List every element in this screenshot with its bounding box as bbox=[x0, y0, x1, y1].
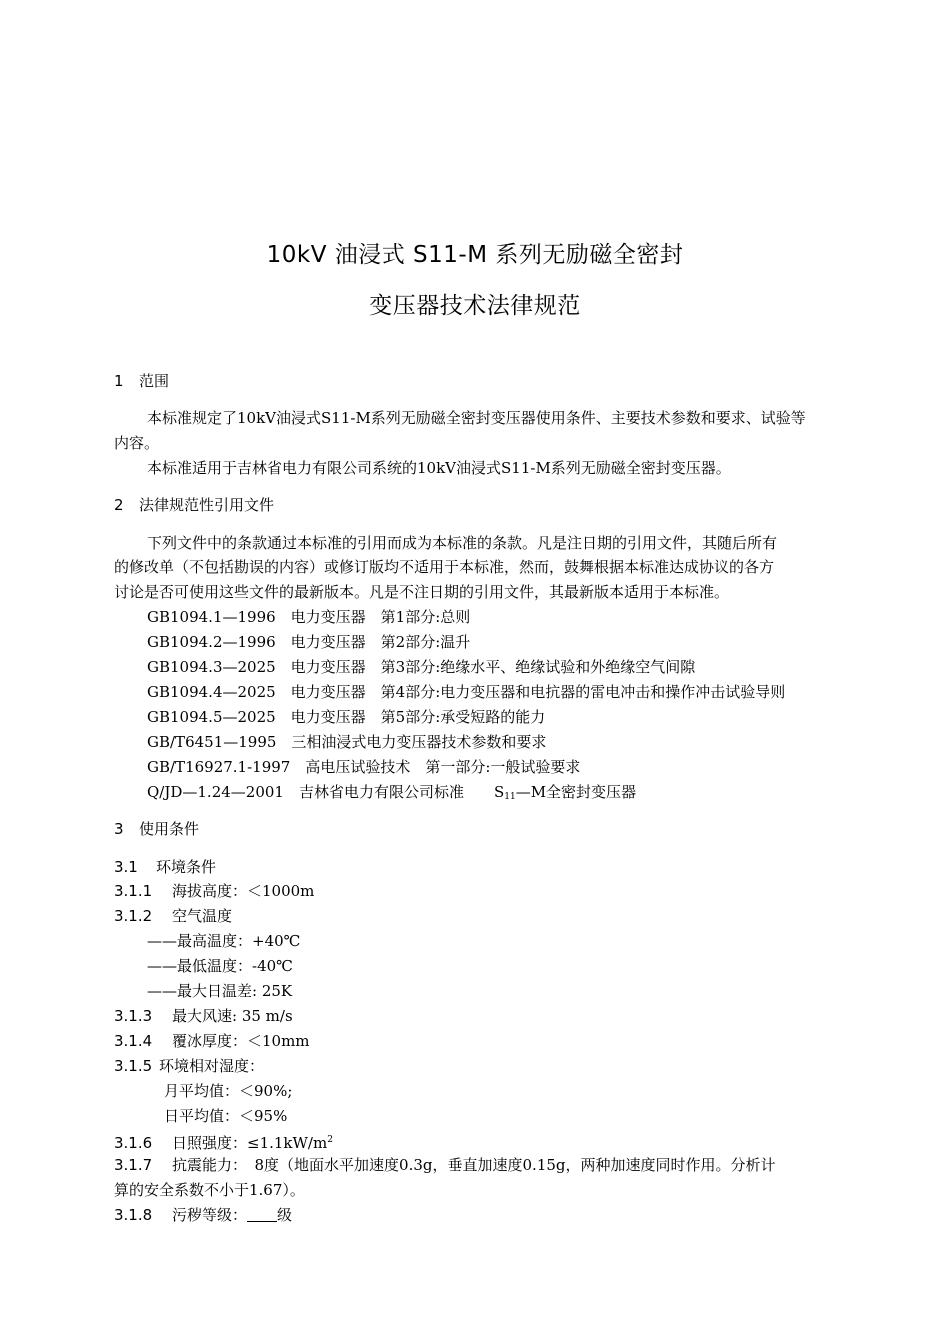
clause-text: 污秽等级： bbox=[172, 1206, 248, 1224]
clause-number: 3.1.1 bbox=[114, 882, 153, 900]
clause-3-1-6 bbox=[114, 1130, 333, 1153]
section-title: 法律规范性引用文件 bbox=[139, 496, 275, 514]
temperature-item: ——最高温度：+40℃ bbox=[147, 932, 301, 950]
section-title: 范围 bbox=[139, 372, 170, 390]
clause-number: 3.1.5 bbox=[114, 1057, 153, 1075]
reference-item: GB1094.4—2025 电力变压器 第4部分:电力变压器和电抗器的雷电冲击和操作冲击试验导则 bbox=[147, 683, 786, 701]
clause-number: 3.1.6 bbox=[114, 1134, 153, 1152]
paragraph-applicability: 本标准适用于吉林省电力有限公司系统的10kV油浸式S11-M系列无励磁全密封变压器。 bbox=[147, 459, 731, 477]
clause-number: 3.1.7 bbox=[114, 1156, 153, 1174]
section-3-heading bbox=[114, 819, 199, 839]
section-title: 使用条件 bbox=[139, 820, 200, 838]
document-title-line1: 10kV 油浸式 S11-M 系列无励磁全密封 bbox=[266, 242, 684, 268]
clause-3-1-7 bbox=[114, 1155, 776, 1175]
clause-3-1-5 bbox=[114, 1056, 264, 1076]
section-number: 3 bbox=[114, 820, 124, 838]
humidity-item: 月平均值：＜90%; bbox=[164, 1082, 293, 1100]
clause-number: 3.1.2 bbox=[114, 907, 153, 925]
clause-text: 最大风速: 35 m/s bbox=[172, 1007, 293, 1025]
subsection-title: 环境条件 bbox=[156, 858, 217, 876]
section-2-heading bbox=[114, 495, 274, 515]
humidity-item: 日平均值：＜95% bbox=[164, 1107, 288, 1125]
paragraph-references-line: 下列文件中的条款通过本标准的引用而成为本标准的条款。凡是注日期的引用文件，其随后所有 bbox=[147, 534, 778, 552]
reference-item: GB1094.3—2025 电力变压器 第3部分:绝缘水平、绝缘试验和外绝缘空气间隙 bbox=[147, 658, 696, 676]
clause-text: 抗震能力： 8度（地面水平加速度0.3g，垂直加速度0.15g，两种加速度同时作用。分析计 bbox=[172, 1156, 776, 1174]
clause-number: 3.1.8 bbox=[114, 1206, 153, 1224]
section-1-heading bbox=[114, 371, 169, 391]
clause-text: 级 bbox=[277, 1206, 293, 1224]
superscript-text: 2 bbox=[327, 1135, 333, 1145]
subsection-number: 3.1 bbox=[114, 858, 138, 876]
subsection-3-1-heading bbox=[114, 857, 216, 877]
paragraph-scope-line: 本标准规定了10kV油浸式S11-M系列无励磁全密封变压器使用条件、主要技术参数和要求、试验等 bbox=[147, 409, 806, 427]
clause-text: 覆冰厚度：＜10mm bbox=[172, 1032, 310, 1050]
temperature-item: ——最大日温差: 25K bbox=[147, 982, 293, 1000]
clause-number: 3.1.4 bbox=[114, 1032, 153, 1050]
paragraph-scope-line: 内容。 bbox=[114, 434, 160, 452]
clause-3-1-4 bbox=[114, 1031, 310, 1051]
paragraph-references-line: 讨论是否可使用这些文件的最新版本。凡是不注日期的引用文件，其最新版本适用于本标准。 bbox=[114, 583, 730, 601]
subscript-text: 11 bbox=[504, 792, 516, 802]
clause-text: 海拔高度：＜1000m bbox=[172, 882, 315, 900]
clause-3-1-3 bbox=[114, 1006, 293, 1026]
reference-text: —M全密封变压器 bbox=[515, 783, 637, 801]
reference-text: Q/JD—1.24—2001 吉林省电力有限公司标准 S bbox=[147, 783, 505, 801]
reference-item: GB/T6451—1995 三相油浸式电力变压器技术参数和要求 bbox=[147, 733, 547, 751]
section-number: 2 bbox=[114, 496, 124, 514]
clause-text: 环境相对湿度： bbox=[159, 1057, 265, 1075]
clause-3-1-1 bbox=[114, 881, 314, 901]
clause-text: 日照强度：≤1.1kW/m bbox=[172, 1134, 328, 1152]
clause-3-1-2 bbox=[114, 906, 232, 926]
reference-item bbox=[147, 782, 636, 807]
section-number: 1 bbox=[114, 372, 124, 390]
reference-item: GB1094.5—2025 电力变压器 第5部分:承受短路的能力 bbox=[147, 708, 546, 726]
temperature-item: ——最低温度：-40℃ bbox=[147, 957, 293, 975]
clause-number: 3.1.3 bbox=[114, 1007, 153, 1025]
clause-3-1-7-continuation: 算的安全系数不小于1.67）。 bbox=[114, 1181, 305, 1199]
clause-3-1-8 bbox=[114, 1205, 292, 1225]
clause-text: 空气温度 bbox=[172, 907, 233, 925]
reference-item: GB1094.1—1996 电力变压器 第1部分:总则 bbox=[147, 608, 471, 626]
fill-in-blank bbox=[247, 1207, 277, 1222]
reference-item: GB1094.2—1996 电力变压器 第2部分:温升 bbox=[147, 633, 471, 651]
paragraph-references-line: 的修改单（不包括勘误的内容）或修订版均不适用于本标准，然而，鼓舞根据本标准达成协议的各方 bbox=[114, 558, 775, 576]
reference-item: GB/T16927.1-1997 高电压试验技术 第一部分:一般试验要求 bbox=[147, 758, 581, 776]
document-title-line2: 变压器技术法律规范 bbox=[369, 293, 581, 319]
